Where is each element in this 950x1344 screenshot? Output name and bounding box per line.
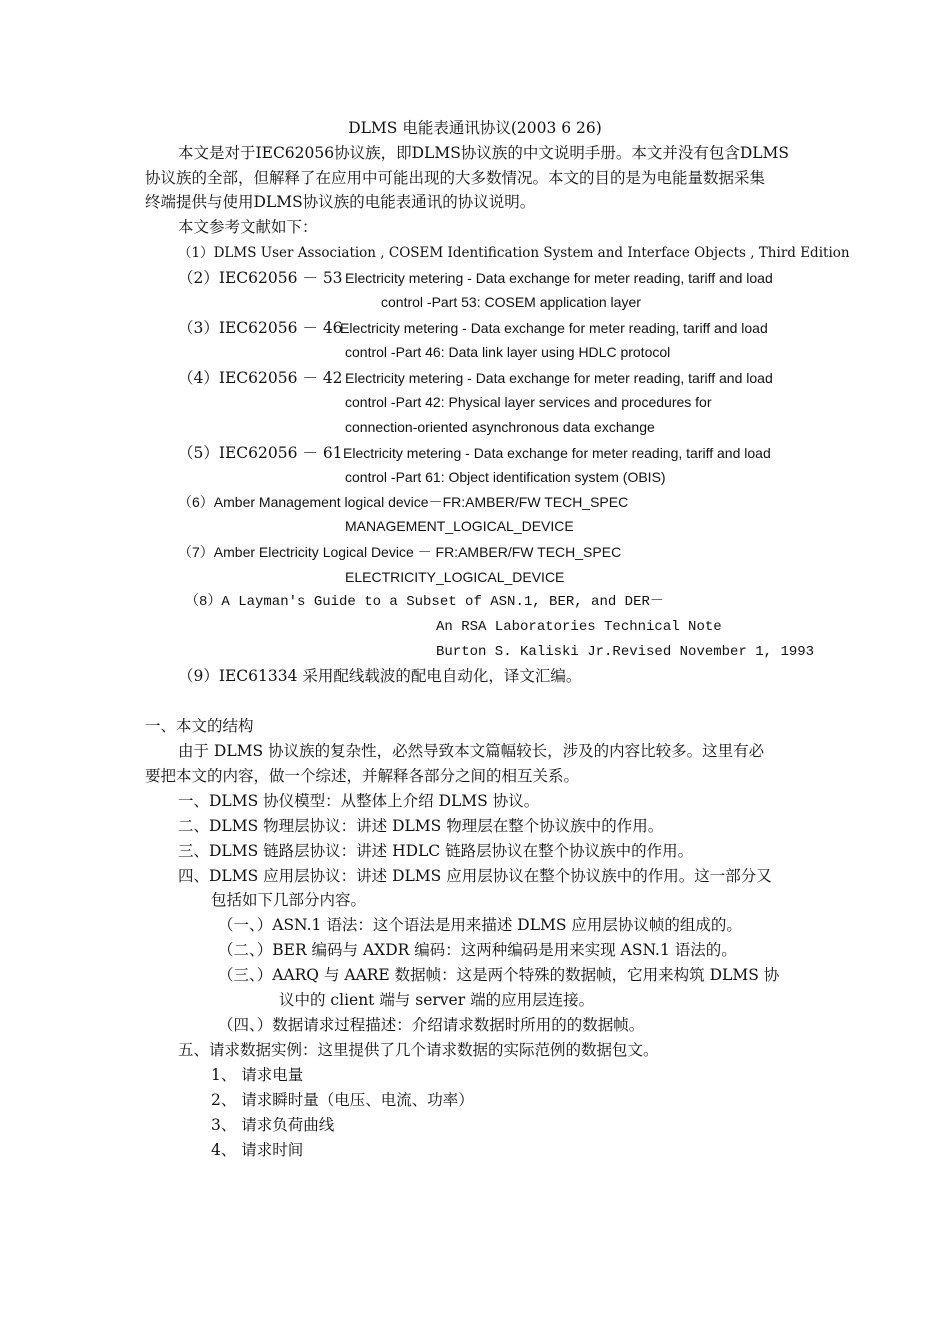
reference-3-subtitle: control -Part 46: Data link layer using HDLC protocol — [345, 344, 671, 360]
reference-8-author: Burton S. Kaliski Jr.Revised November 1, 1993 — [436, 644, 815, 660]
reference-2-subtitle: control -Part 53: COSEM application layer — [381, 294, 641, 310]
outline-subitem-3-continued: 议中的 client 端与 server 端的应用层连接。 — [279, 991, 595, 1009]
outline-item-1: 一、DLMS 协仪模型：从整体上介绍 DLMS 协议。 — [178, 792, 540, 810]
intro-line-3: 终端提供与使用DLMS协议族的电能表通讯的协议说明。 — [145, 193, 536, 211]
structure-para-line-1: 由于 DLMS 协议族的复杂性，必然导致本文篇幅较长，涉及的内容比较多。这里有必 — [178, 742, 765, 760]
reference-4-title: Electricity metering - Data exchange for meter reading, tariff and load — [345, 370, 773, 386]
reference-4-subtitle: control -Part 42: Physical layer services and procedures for — [345, 394, 712, 410]
outline-item-4-continued: 包括如下几部分内容。 — [211, 891, 367, 909]
reference-7: （7）Amber Electricity Logical Device － FR:AMBER/FW TECH_SPEC — [178, 544, 622, 560]
reference-5-title: Electricity metering - Data exchange for meter reading, tariff and load — [343, 445, 771, 461]
reference-7-continued: ELECTRICITY_LOGICAL_DEVICE — [345, 569, 565, 585]
outline-subitem-3: （三、）AARQ 与 AARE 数据帧：这是两个特殊的数据帧，它用来构筑 DLMS 协 — [218, 966, 780, 984]
reference-5-id: （5）IEC62056 － 61 — [178, 444, 343, 462]
section-heading: 一、本文的结构 — [145, 717, 254, 735]
outline-item-2: 二、DLMS 物理层协议：讲述 DLMS 物理层在整个协议族中的作用。 — [178, 817, 664, 835]
reference-8: （8）A Layman's Guide to a Subset of ASN.1, BER, and DER－ — [185, 594, 664, 610]
reference-3-id: （3）IEC62056 － 46 — [178, 319, 343, 337]
reference-2-id: （2）IEC62056 － 53 — [178, 269, 343, 287]
reference-6: （6）Amber Management logical device－FR:AMBER/FW TECH_SPEC — [178, 494, 629, 510]
references-heading: 本文参考文献如下： — [178, 218, 318, 236]
intro-line-2: 协议族的全部，但解释了在应用中可能出现的大多数情况。本文的目的是为电能量数据采集 — [145, 169, 766, 187]
reference-4-subtitle-2: connection-oriented asynchronous data exchange — [345, 419, 655, 435]
outline-subitem-4: （四、）数据请求过程描述：介绍请求数据时所用的的数据帧。 — [218, 1016, 645, 1034]
structure-para-line-2: 要把本文的内容，做一个综述，并解释各部分之间的相互关系。 — [145, 767, 580, 785]
reference-8-subtitle: An RSA Laboratories Technical Note — [436, 619, 722, 635]
reference-3-title: Electricity metering - Data exchange for meter reading, tariff and load — [340, 320, 768, 336]
outline-item-5: 五、请求数据实例：这里提供了几个请求数据的实际范例的数据包文。 — [178, 1041, 659, 1059]
reference-9: （9）IEC61334 采用配线载波的配电自动化，译文汇编。 — [178, 667, 582, 685]
document-title: DLMS 电能表通讯协议(2003 6 26) — [348, 119, 602, 137]
example-item-1: 1、 请求电量 — [211, 1066, 304, 1084]
reference-5-subtitle: control -Part 61: Object identification system (OBIS) — [345, 469, 666, 485]
reference-6-continued: MANAGEMENT_LOGICAL_DEVICE — [345, 518, 574, 534]
reference-4-id: （4）IEC62056 － 42 — [178, 369, 343, 387]
outline-item-3: 三、DLMS 链路层协议：讲述 HDLC 链路层协议在整个协议族中的作用。 — [178, 842, 694, 860]
example-item-4: 4、 请求时间 — [211, 1141, 304, 1159]
example-item-2: 2、 请求瞬时量（电压、电流、功率） — [211, 1091, 474, 1109]
outline-subitem-1: （一、）ASN.1 语法：这个语法是用来描述 DLMS 应用层协议帧的组成的。 — [218, 916, 742, 934]
reference-2-title: Electricity metering - Data exchange for meter reading, tariff and load — [345, 270, 773, 286]
outline-item-4: 四、DLMS 应用层协议：讲述 DLMS 应用层协议在整个协议族中的作用。这一部分又 — [178, 867, 772, 885]
reference-1: （1）DLMS User Association , COSEM Identification System and Interface Objects , Third Edition — [178, 245, 850, 261]
outline-subitem-2: （二、）BER 编码与 AXDR 编码：这两种编码是用来实现 ASN.1 语法的。 — [218, 941, 737, 959]
intro-line-1: 本文是对于IEC62056协议族，即DLMS协议族的中文说明手册。本文并没有包含DLMS — [178, 144, 790, 162]
example-item-3: 3、 请求负荷曲线 — [211, 1116, 335, 1134]
